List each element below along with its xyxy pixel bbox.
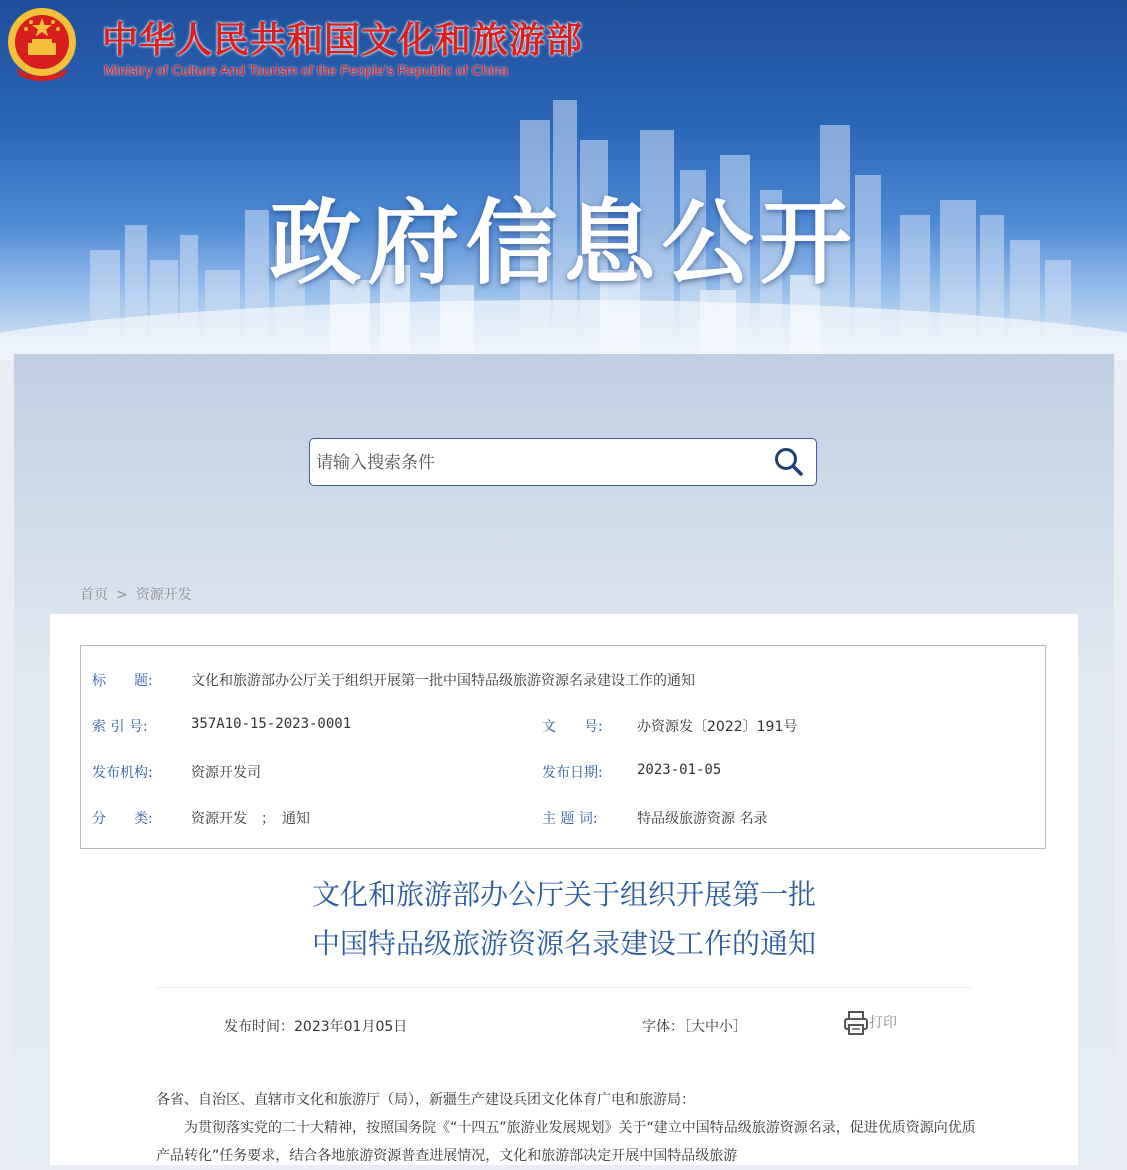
print-label[interactable]: 打印 bbox=[869, 1015, 897, 1031]
publish-time: 发布时间：2023年01月05日 bbox=[224, 1019, 408, 1035]
national-emblem-icon bbox=[6, 6, 78, 82]
document-title-line-1: 文化和旅游部办公厅关于组织开展第一批 bbox=[311, 878, 816, 911]
print-button[interactable] bbox=[843, 1010, 897, 1036]
body-paragraph: 为贯彻落实党的二十大精神，按照国务院《“十四五”旅游业发展规划》关于“建立中国特品级旅游资源名录，促进优质资源向优质产品转化”任务要求，结合各地旅游资源普查进展情况，文化和旅游部决定开展中国特品级旅游 bbox=[156, 1120, 976, 1164]
meta-title-label: 标 题: bbox=[92, 673, 153, 689]
document-title-line-2: 中国特品级旅游资源名录建设工作的通知 bbox=[311, 927, 816, 960]
meta-keywords-label: 主 题 词: bbox=[542, 811, 598, 827]
document-body bbox=[156, 1086, 976, 1170]
meta-date-value: 2023-01-05 bbox=[637, 762, 722, 778]
content-card bbox=[50, 614, 1078, 1165]
meta-issuer-value: 资源开发司 bbox=[191, 765, 261, 781]
meta-category-label: 分 类: bbox=[92, 811, 153, 827]
meta-index-value: 357A10-15-2023-0001 bbox=[191, 716, 352, 732]
body-salutation: 各省、自治区、直辖市文化和旅游厅（局），新疆生产建设兵团文化体育广电和旅游局： bbox=[156, 1092, 695, 1108]
meta-keywords-value: 特品级旅游资源 名录 bbox=[637, 811, 768, 827]
banner-title: 政府信息公开 bbox=[269, 190, 858, 297]
site-header bbox=[0, 0, 1127, 360]
meta-title-value: 文化和旅游部办公厅关于组织开展第一批中国特品级旅游资源名录建设工作的通知 bbox=[191, 673, 695, 689]
search-box bbox=[309, 438, 817, 486]
breadcrumb bbox=[80, 584, 192, 604]
breadcrumb-separator: > bbox=[116, 587, 128, 603]
breadcrumb-current[interactable]: 资源开发 bbox=[135, 587, 192, 603]
printer-icon bbox=[843, 1010, 869, 1036]
font-size-switcher[interactable]: 字体：［大中小］ bbox=[642, 1019, 747, 1035]
meta-docno-label: 文 号: bbox=[542, 719, 603, 735]
search-icon[interactable] bbox=[772, 446, 806, 478]
title-divider bbox=[156, 987, 972, 988]
meta-date-label: 发布日期: bbox=[542, 765, 603, 781]
site-name-chinese[interactable]: 中华人民共和国文化和旅游部 bbox=[102, 20, 584, 61]
meta-docno-value: 办资源发〔2022〕191号 bbox=[637, 719, 798, 735]
meta-category-value: 资源开发 ； 通知 bbox=[191, 811, 310, 827]
document-meta-table bbox=[80, 645, 1046, 849]
meta-index-label: 索 引 号: bbox=[92, 719, 148, 735]
meta-issuer-label: 发布机构: bbox=[92, 765, 153, 781]
search-input[interactable] bbox=[314, 439, 758, 487]
breadcrumb-home[interactable]: 首页 bbox=[80, 587, 108, 603]
site-name-english[interactable]: Ministry of Culture And Tourism of the People’s Republic of China bbox=[104, 62, 509, 78]
